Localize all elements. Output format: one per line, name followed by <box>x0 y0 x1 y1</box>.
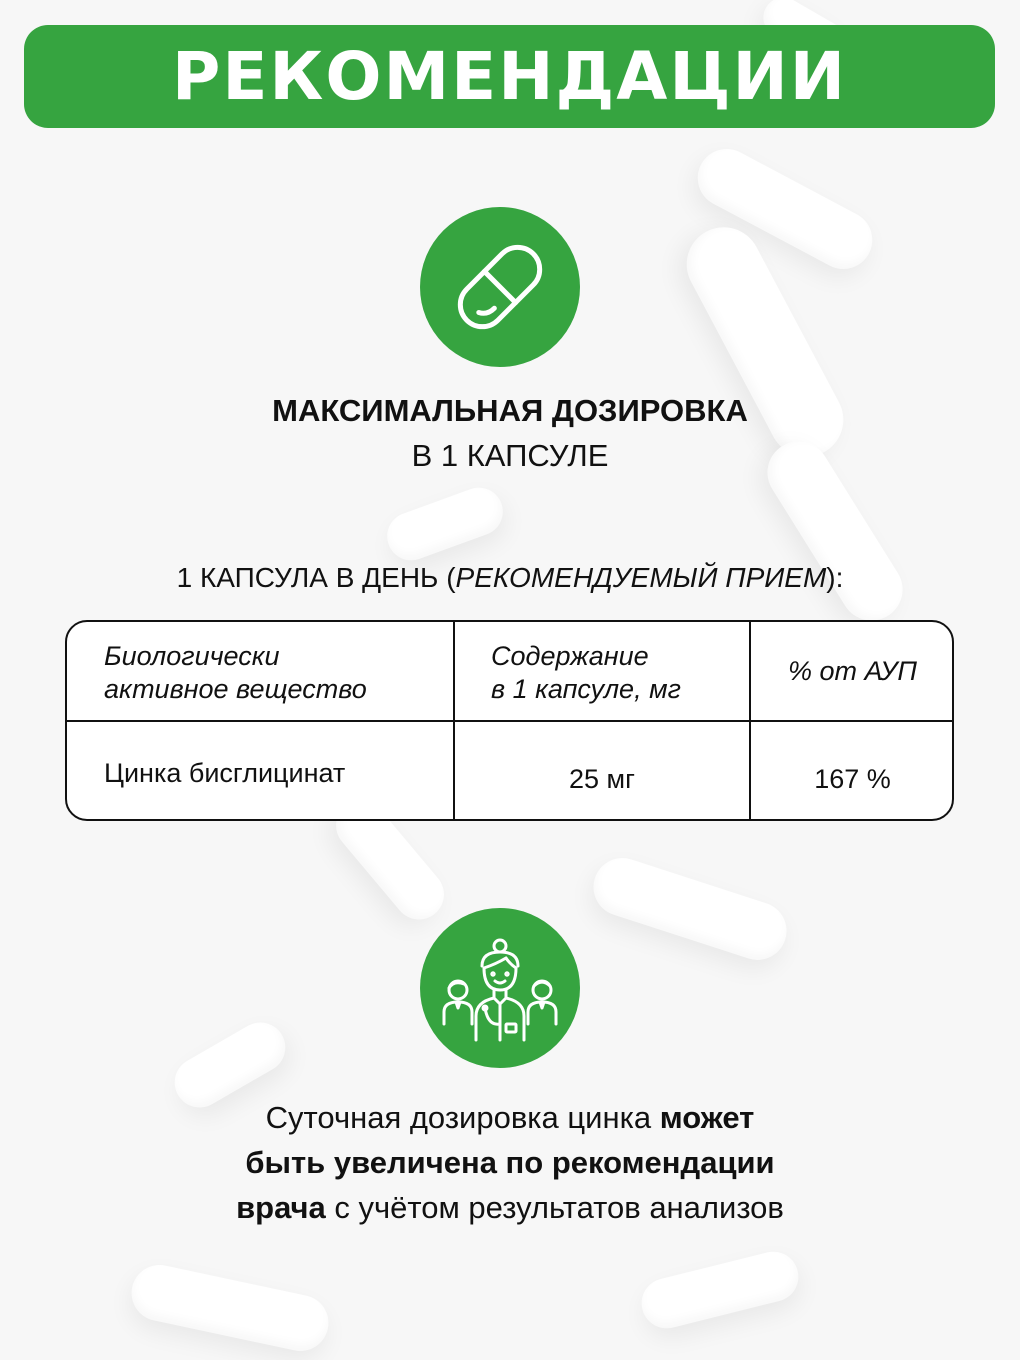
dosage-title: МАКСИМАЛЬНАЯ ДОЗИРОВКА <box>272 393 748 428</box>
header-percent: % от АУП <box>788 656 917 686</box>
intake-emphasis: РЕКОМЕНДУЕМЫЙ ПРИЕМ <box>455 562 827 593</box>
footer-line2 <box>0 1140 1020 1185</box>
header-content-line2: в 1 капсуле, мг <box>491 674 681 704</box>
background-capsule <box>636 1246 803 1333</box>
background-capsule <box>586 851 794 968</box>
background-capsule <box>126 1260 333 1356</box>
footer-bold: врача <box>236 1190 326 1225</box>
capsule-icon-circle <box>420 207 580 367</box>
header-content-line1: Содержание <box>491 641 649 671</box>
header-substance-line1: Биологически <box>104 641 280 671</box>
footer-note <box>0 1095 1020 1230</box>
doctor-family-icon <box>440 928 560 1048</box>
doctor-icon-circle <box>420 908 580 1068</box>
footer-text: с учётом результатов анализов <box>325 1190 784 1225</box>
intake-suffix: ): <box>826 562 844 593</box>
footer-bold: может <box>659 1100 755 1135</box>
intake-recommendation <box>0 562 1020 594</box>
page-title: РЕКОМЕНДАЦИИ <box>171 38 848 115</box>
footer-text: Суточная дозировка цинка <box>265 1100 660 1135</box>
table-divider <box>67 720 952 722</box>
intake-prefix: 1 КАПСУЛА В ДЕНЬ ( <box>176 562 456 593</box>
row-substance: Цинка бисглицинат <box>104 758 346 788</box>
footer-bold: быть увеличена по рекомендации <box>245 1145 775 1180</box>
header-substance <box>104 640 367 706</box>
background-capsule <box>380 481 509 567</box>
row-content: 25 мг <box>569 764 635 794</box>
dosage-subtitle: В 1 КАПСУЛЕ <box>411 438 609 473</box>
row-percent: 167 % <box>814 764 891 794</box>
capsule-icon <box>445 232 555 342</box>
header-substance-line2: активное вещество <box>104 674 367 704</box>
header-content <box>491 640 681 706</box>
composition-table <box>65 620 954 821</box>
footer-line1 <box>0 1095 1020 1140</box>
footer-line3 <box>0 1185 1020 1230</box>
header-banner <box>24 25 995 128</box>
